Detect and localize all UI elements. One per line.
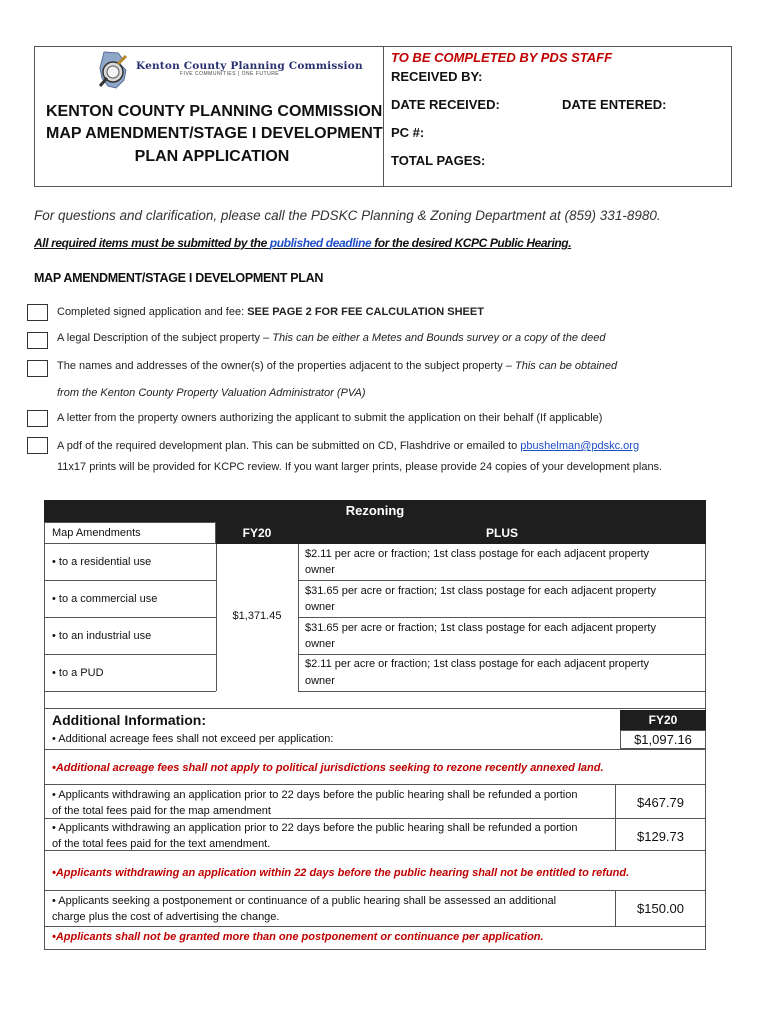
header-divider [383, 46, 384, 187]
section-divider [44, 890, 706, 891]
rezoning-row-label: • to a residential use [52, 556, 152, 568]
rezoning-title: Rezoning [345, 503, 405, 518]
section-divider [44, 926, 706, 927]
withdraw-map-line-1: • Applicants withdrawing an application prior to 22 days before the public hearing shall be refunded a portion [52, 789, 578, 801]
checklist-item-adjacent-owners [57, 360, 617, 372]
withdraw-map-line-2: of the total fees paid for the map amendment [52, 805, 271, 817]
fee-sheet-note: SEE PAGE 2 FOR FEE CALCULATION SHEET [247, 306, 484, 318]
row-line [44, 654, 216, 655]
section-divider [44, 784, 706, 785]
checklist-item-application [57, 306, 484, 318]
item-text: A legal Description of the subject property – [57, 332, 273, 344]
item-hint: This can be either a Metes and Bounds survey or a copy of the deed [272, 332, 606, 344]
additional-info-heading: Additional Information: [52, 712, 206, 728]
checkbox-signed-application[interactable] [27, 304, 48, 321]
item-text: The names and addresses of the owner(s) of the properties adjacent to the subject property – [57, 360, 515, 372]
form-title-line-1: KENTON COUNTY PLANNING COMMISSION [46, 103, 383, 120]
plus-fee-line: $31.65 per acre or fraction; 1st class postage for each adjacent property [305, 622, 656, 634]
form-title-line-2: MAP AMENDMENT/STAGE I DEVELOPMENT [46, 125, 383, 142]
row-line [298, 691, 706, 692]
checklist-item-authorization-letter: A letter from the property owners authorizing the applicant to submit the application on their behalf (If applicable) [57, 412, 603, 424]
date-entered-field[interactable]: DATE ENTERED: [562, 97, 667, 112]
deadline-suffix: for the desired KCPC Public Hearing. [371, 236, 572, 250]
postponement-line-2: charge plus the cost of advertising the change. [52, 911, 280, 923]
logo-org-name: Kenton County Planning Commission [136, 60, 363, 72]
withdraw-text-fee: $129.73 [637, 829, 684, 844]
received-by-field[interactable]: RECEIVED BY: [391, 69, 483, 84]
row-line [298, 654, 706, 655]
rezoning-row-label: • to an industrial use [52, 630, 152, 642]
total-pages-field[interactable]: TOTAL PAGES: [391, 153, 486, 168]
section-divider [44, 749, 706, 750]
item-hint: This can be obtained [514, 360, 618, 372]
date-received-field[interactable]: DATE RECEIVED: [391, 97, 500, 112]
annexed-land-note: •Additional acreage fees shall not apply to political jurisdictions seeking to rezone recently annexed land. [52, 762, 604, 774]
checkbox-adjacent-owners[interactable] [27, 360, 48, 377]
county-map-icon [96, 50, 136, 92]
deadline-requirement [34, 236, 571, 250]
additional-fy20-header: FY20 [648, 713, 678, 727]
logo-tagline: FIVE COMMUNITIES | ONE FUTURE [180, 71, 280, 77]
plus-fee-line: owner [305, 601, 335, 613]
acreage-fee: $1,097.16 [634, 732, 692, 747]
item-text: Completed signed application and fee: [57, 306, 248, 318]
checkbox-development-plan[interactable] [27, 437, 48, 454]
withdraw-map-fee: $467.79 [637, 795, 684, 810]
plus-fee-line: $31.65 per acre or fraction; 1st class postage for each adjacent property [305, 585, 656, 597]
checklist-item-adjacent-owners-continued: from the Kenton County Property Valuation Administrator (PVA) [57, 387, 366, 399]
rezoning-row-label: • to a commercial use [52, 593, 158, 605]
checkbox-legal-description[interactable] [27, 332, 48, 349]
checkbox-authorization-letter[interactable] [27, 410, 48, 427]
item-text: A pdf of the required development plan. This can be submitted on CD, Flashdrive or emailed to [57, 440, 521, 452]
plus-fee-line: $2.11 per acre or fraction; 1st class postage for each adjacent property [305, 548, 650, 560]
row-line [44, 818, 706, 819]
acreage-cap-text: • Additional acreage fees shall not exceed per application: [52, 733, 334, 745]
no-refund-note: •Applicants withdrawing an application within 22 days before the public hearing shall not be entitled to refund. [52, 867, 630, 879]
deadline-prefix: All required items must be submitted by the [34, 236, 270, 250]
plus-header: PLUS [485, 526, 518, 540]
row-line [44, 691, 216, 692]
base-fee: $1,371.45 [232, 610, 282, 622]
fy20-header: FY20 [242, 526, 272, 540]
section-divider [44, 850, 706, 851]
row-line [44, 580, 216, 581]
rezoning-row-label: • to a PUD [52, 667, 104, 679]
row-line [44, 617, 216, 618]
row-line [298, 617, 706, 618]
checklist-item-development-plan [57, 440, 639, 452]
plus-fee-line: owner [305, 564, 335, 576]
form-title-line-3: PLAN APPLICATION [134, 148, 290, 165]
checklist-heading: MAP AMENDMENT/STAGE I DEVELOPMENT PLAN [34, 271, 324, 285]
withdraw-text-line-2: of the total fees paid for the text amendment. [52, 838, 271, 850]
map-amendments-header: Map Amendments [52, 527, 141, 539]
withdraw-text-line-1: • Applicants withdrawing an application prior to 22 days before the public hearing shall be refunded a portion [52, 822, 578, 834]
plus-fee-line: $2.11 per acre or fraction; 1st class postage for each adjacent property [305, 658, 650, 670]
checklist-item-legal-description [57, 332, 606, 344]
contact-instructions: For questions and clarification, please call the PDSKC Planning & Zoning Department at (859) 331-8980. [34, 208, 661, 223]
pc-number-field[interactable]: PC #: [391, 125, 425, 140]
published-deadline-link[interactable]: published deadline [269, 236, 372, 250]
checklist-item-development-plan-continued: 11x17 prints will be provided for KCPC review. If you want larger prints, please provide 24 copies of your development plans. [57, 461, 663, 473]
postponement-limit-note: •Applicants shall not be granted more than one postponement or continuance per application. [52, 931, 544, 943]
section-divider [44, 708, 706, 709]
postponement-line-1: • Applicants seeking a postponement or continuance of a public hearing shall be assessed an additional [52, 895, 557, 907]
plus-fee-line: owner [305, 675, 335, 687]
plus-fee-line: owner [305, 638, 335, 650]
email-link[interactable]: pbushelman@pdskc.org [520, 440, 640, 452]
staff-section-title: TO BE COMPLETED BY PDS STAFF [391, 50, 613, 65]
row-line [298, 580, 706, 581]
postponement-fee: $150.00 [637, 901, 684, 916]
